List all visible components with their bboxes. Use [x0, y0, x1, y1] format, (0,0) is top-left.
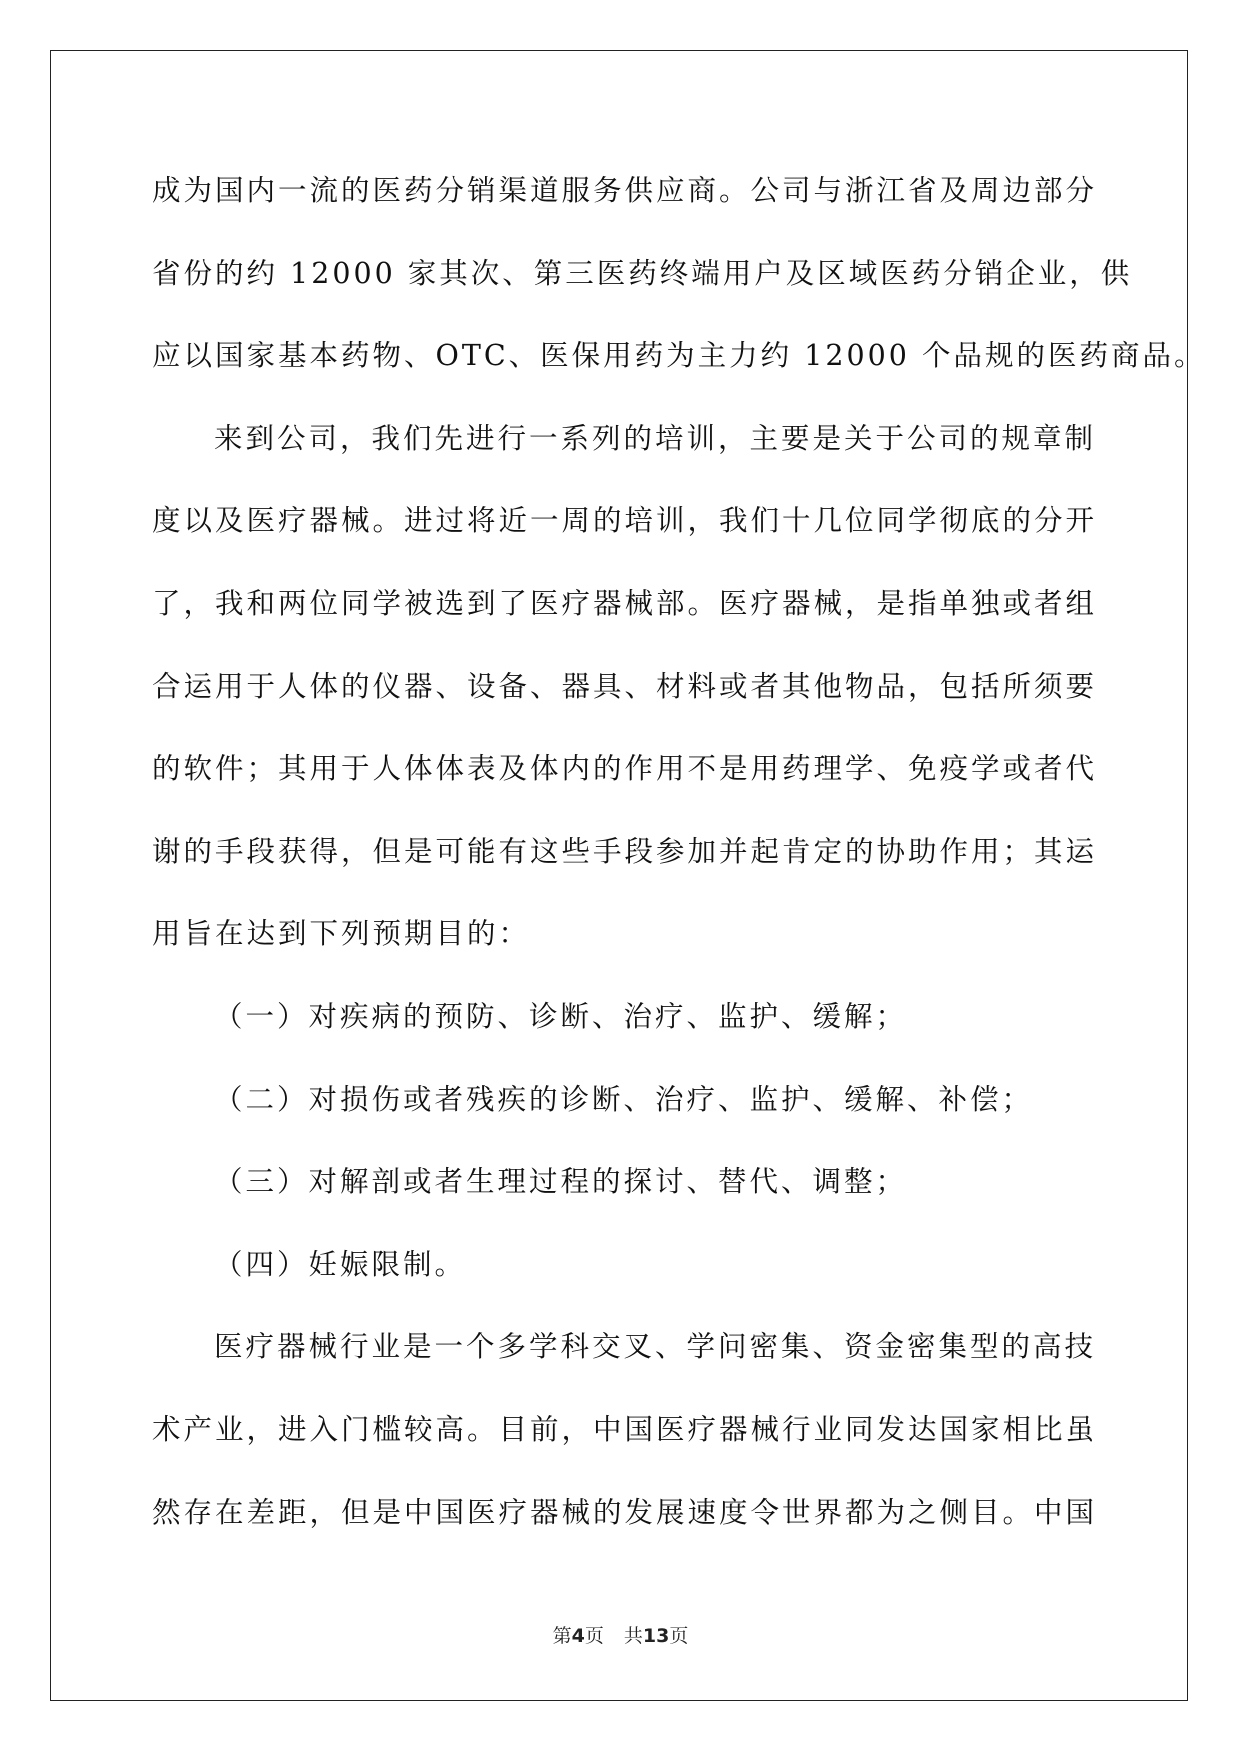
document-body	[152, 162, 1206, 1566]
text-line: 成为国内一流的医药分销渠道服务供应商。公司与浙江省及周边部分	[152, 174, 1098, 207]
text-line: 省份的约 12000 家其次、第三医药终端用户及区域医药分销企业，供	[152, 256, 1133, 290]
text-line: 用旨在达到下列预期目的：	[152, 917, 531, 951]
text-line: 应以国家基本药物、OTC、医保用药为主力约 12000 个品规的医药商品。	[152, 339, 1206, 373]
page-number: 4	[571, 1625, 585, 1647]
page-suffix: 页	[584, 1625, 604, 1647]
text-line: 来到公司，我们先进行一系列的培训，主要是关于公司的规章制	[214, 421, 1097, 455]
text-line: 合运用于人体的仪器、设备、器具、材料或者其他物品，包括所须要	[152, 669, 1098, 703]
text-line: 医疗器械行业是一个多学科交叉、学问密集、资金密集型的高技	[214, 1330, 1097, 1364]
text-line: （三）对解剖或者生理过程的探讨、替代、调整；	[214, 1165, 908, 1199]
total-suffix: 页	[669, 1625, 689, 1647]
total-prefix: 共	[623, 1625, 643, 1647]
text-line: 术产业，进入门槛较高。目前，中国医疗器械行业同发达国家相比虽	[152, 1412, 1098, 1446]
text-line: （二）对损伤或者残疾的诊断、治疗、监护、缓解、补偿；	[214, 1082, 1034, 1116]
text-line: 然存在差距，但是中国医疗器械的发展速度令世界都为之侧目。中国	[152, 1495, 1098, 1529]
text-line: 的软件；其用于人体体表及体内的作用不是用药理学、免疫学或者代	[152, 752, 1098, 786]
text-line: 谢的手段获得，但是可能有这些手段参加并起肯定的协助作用；其运	[152, 834, 1098, 868]
page-prefix: 第	[552, 1625, 572, 1647]
total-pages: 13	[642, 1625, 670, 1647]
page-footer	[0, 1621, 1241, 1648]
text-line: （一）对疾病的预防、诊断、治疗、监护、缓解；	[214, 999, 908, 1033]
text-line: （四）妊娠限制。	[214, 1247, 467, 1281]
text-line: 了，我和两位同学被选到了医疗器械部。医疗器械，是指单独或者组	[152, 586, 1098, 620]
text-line: 度以及医疗器械。进过将近一周的培训，我们十几位同学彻底的分开	[152, 504, 1098, 538]
